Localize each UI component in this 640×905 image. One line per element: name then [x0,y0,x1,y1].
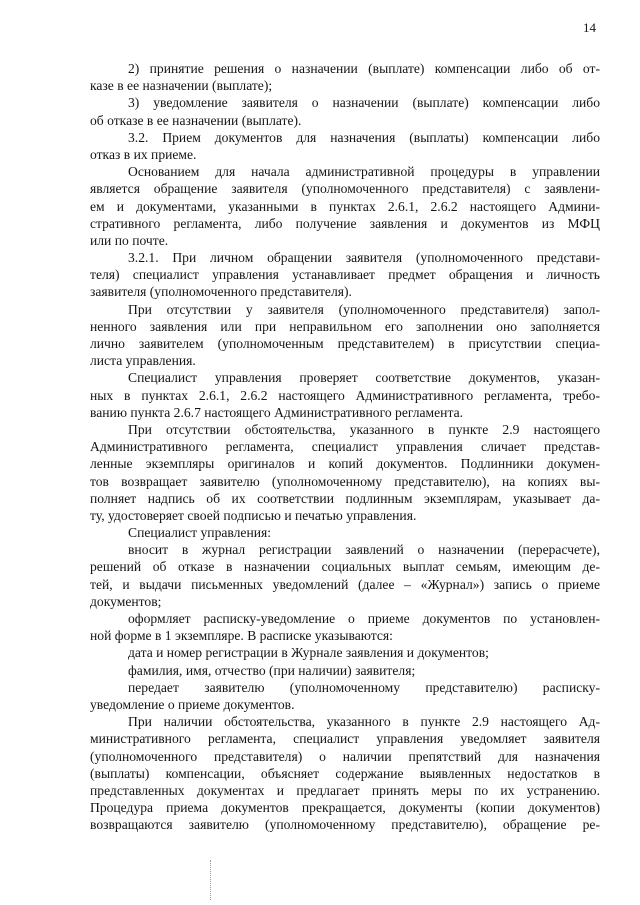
text-line: заявителя (уполномоченного представителя). [90,284,352,300]
text-line: При наличии обстоятельства, указанного в пункте 2.9 настоящего Ад- [128,714,600,730]
text-line: об отказе в ее назначении (выплате). [90,112,302,128]
text-line: ванию пункта 2.6.7 настоящего Административного регламента. [90,404,463,420]
text-line: Специалист управления проверяет соответствие документов, указан- [128,370,600,386]
text-line: оформляет расписку-уведомление о приеме документов по установлен- [128,611,600,626]
text-line: ем и документами, указанными в пунктах 2.6.1, 2.6.2 настоящего Админи- [90,198,600,214]
text-line: (выплаты) компенсации, объясняет содержание выявленных недостатков в [90,765,600,781]
text-line: (уполномоченного представителя) о наличии препятствий для назначения [90,748,600,764]
text-line: Административного регламента, специалист управления сличает представ- [90,439,600,455]
text-line: вносит в журнал регистрации заявлений о назначении (перерасчете), [128,542,600,558]
text-line: При отсутствии обстоятельства, указанного в пункте 2.9 настоящего [128,421,600,437]
text-line: решений об отказе в назначении социальных выплат семьям, имеющим де- [90,559,600,575]
text-line: казе в ее назначении (выплате); [90,78,273,94]
text-line: 3.2. Прием документов для назначения (выплаты) компенсации либо [128,129,600,145]
text-line: представленных документах и предлагает принять меры по их устранению. [90,782,600,798]
text-line: стративного регламента, либо получение заявления и документов из МФЦ [90,215,600,231]
text-line: передает заявителю (уполномоченному представителю) расписку- [128,679,600,695]
page-number: 14 [583,20,596,35]
text-line: тей, и выдачи письменных уведомлений (далее – «Журнал») запись о приеме [90,576,600,592]
text-line: 3.2.1. При личном обращении заявителя (уполномоченного представи- [128,250,600,266]
text-line: дата и номер регистрации в Журнале заявления и документов; [128,645,489,661]
text-line: теля) специалист управления устанавливает предмет обращения и личность [90,267,600,283]
text-line: Специалист управления: [128,525,272,541]
text-line: отказ в их приеме. [90,146,197,162]
text-line: 3) уведомление заявителя о назначении (выплате) компенсации либо [128,95,600,111]
text-line: листа управления. [90,353,196,369]
text-line: или по почте. [90,232,169,248]
text-line: министративного регламента, специалист управления уведомляет заявителя [90,731,600,747]
text-line: 2) принятие решения о назначении (выплате) компенсации либо об от- [128,61,600,76]
document-body [90,60,600,833]
text-line: При отсутствии у заявителя (уполномоченного представителя) запол- [128,301,600,317]
text-line: Процедура приема документов прекращается, документы (копии документов) [90,800,600,816]
text-line: фамилия, имя, отчество (при наличии) заявителя; [128,662,416,678]
text-line: тов возвращает заявителю (уполномоченному представителю), на копиях вы- [90,473,600,489]
text-line: документов; [90,593,162,609]
text-line: ных в пунктах 2.6.1, 2.6.2 настоящего Административного регламента, требо- [90,387,600,403]
text-line: ной форме в 1 экземпляре. В расписке указываются: [90,628,393,644]
scan-margin-mark [210,860,212,900]
text-line: ленные экземпляры оригиналов и копий документов. Подлинники докумен- [90,456,600,472]
text-line: ту, удостоверяет своей подписью и печатью управления. [90,507,417,523]
text-line: является обращение заявителя (уполномоченного представителя) с заявлени- [90,181,600,197]
text-line: уведомление о приеме документов. [90,696,295,712]
text-line: Основанием для начала административной процедуры в управлении [128,164,600,180]
text-line: полняет надпись об их соответствии подлинным экземплярам, указывает да- [90,490,600,506]
text-line: ненного заявления или при неправильном его заполнении оно заполняется [90,318,600,334]
text-line: возвращаются заявителю (уполномоченному представителю), обращение ре- [90,817,600,833]
text-line: лично заявителем (уполномоченным представителем) в присутствии специа- [90,336,600,351]
